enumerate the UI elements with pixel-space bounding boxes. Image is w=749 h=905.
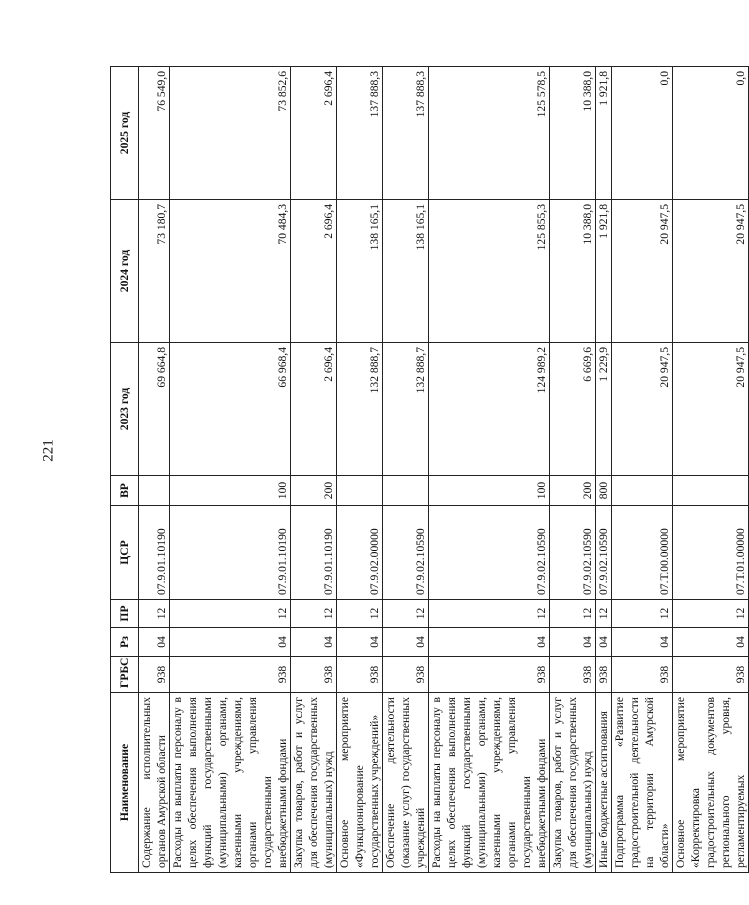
row-csr: 07.9.02.10590 — [550, 506, 596, 600]
table-row — [170, 67, 291, 873]
row-grbs: 938 — [383, 657, 429, 693]
row-2025: 0,0 — [673, 67, 749, 200]
row-csr: 07.9.02.10590 — [596, 506, 612, 600]
row-vr — [673, 476, 749, 506]
row-name: Основное мероприятие «Функционирование государственных учреждений» — [337, 693, 383, 873]
row-2023: 20 947,5 — [612, 343, 673, 476]
row-name: Иные бюджетные ассигнования — [596, 693, 612, 873]
row-2025: 125 578,5 — [429, 67, 550, 200]
row-rz: 04 — [291, 628, 337, 657]
row-2024: 2 696,4 — [291, 200, 337, 343]
table-row — [139, 67, 170, 873]
row-2024: 138 165,1 — [383, 200, 429, 343]
row-pr: 12 — [550, 600, 596, 628]
row-vr: 200 — [550, 476, 596, 506]
row-2024: 73 180,7 — [139, 200, 170, 343]
row-name: Расходы на выплаты персоналу в целях обеспечения выполнения функций государственными (муниципальными) органами, казенными учреждениями, органами управления государственными внебюджетными фондами — [429, 693, 550, 873]
row-vr — [383, 476, 429, 506]
row-2025: 137 888,3 — [337, 67, 383, 200]
row-rz: 04 — [550, 628, 596, 657]
row-pr: 12 — [170, 600, 291, 628]
row-pr: 12 — [139, 600, 170, 628]
budget-table — [110, 66, 749, 873]
row-2025: 1 921,8 — [596, 67, 612, 200]
row-csr: 07.9.02.00000 — [337, 506, 383, 600]
row-csr: 07.9.01.10190 — [170, 506, 291, 600]
row-2024: 20 947,5 — [612, 200, 673, 343]
header-2023: 2023 год — [111, 343, 139, 476]
row-2025: 0,0 — [612, 67, 673, 200]
row-2024: 70 484,3 — [170, 200, 291, 343]
row-2025: 76 549,0 — [139, 67, 170, 200]
header-2024: 2024 год — [111, 200, 139, 343]
row-name: Закупка товаров, работ и услуг для обеспечения государственных (муниципальных) нужд — [550, 693, 596, 873]
row-pr: 12 — [673, 600, 749, 628]
row-csr: 07.Т.01.00000 — [673, 506, 749, 600]
row-grbs: 938 — [429, 657, 550, 693]
row-name: Обеспечение деятельности (оказание услуг) государственных учреждений — [383, 693, 429, 873]
page-number: 221 — [40, 439, 57, 462]
row-rz: 04 — [612, 628, 673, 657]
row-name: Расходы на выплаты персоналу в целях обеспечения выполнения функций государственными (муниципальными) органами, казенными учреждениями, органами управления государственными внебюджетными фондами — [170, 693, 291, 873]
table-row — [612, 67, 673, 873]
row-vr — [337, 476, 383, 506]
row-2025: 137 888,3 — [383, 67, 429, 200]
row-2024: 20 947,5 — [673, 200, 749, 343]
row-2024: 10 388,0 — [550, 200, 596, 343]
row-2025: 2 696,4 — [291, 67, 337, 200]
table-row — [291, 67, 337, 873]
header-pr: ПР — [111, 600, 139, 628]
table-row — [673, 67, 749, 873]
row-2024: 138 165,1 — [337, 200, 383, 343]
row-2025: 73 852,6 — [170, 67, 291, 200]
rotated-page-content — [110, 66, 749, 873]
row-grbs: 938 — [612, 657, 673, 693]
row-pr: 12 — [337, 600, 383, 628]
row-2023: 66 968,4 — [170, 343, 291, 476]
row-name: Основное мероприятие «Корректировка градостроительных документов регионального уровня, регламентируемых — [673, 693, 749, 873]
row-grbs: 938 — [139, 657, 170, 693]
row-grbs: 938 — [673, 657, 749, 693]
row-vr: 800 — [596, 476, 612, 506]
row-vr: 100 — [429, 476, 550, 506]
row-csr: 07.9.01.10190 — [291, 506, 337, 600]
row-pr: 12 — [612, 600, 673, 628]
row-vr: 100 — [170, 476, 291, 506]
row-grbs: 938 — [596, 657, 612, 693]
row-csr: 07.9.02.10590 — [429, 506, 550, 600]
row-grbs: 938 — [170, 657, 291, 693]
row-pr: 12 — [383, 600, 429, 628]
row-2023: 132 888,7 — [383, 343, 429, 476]
row-rz: 04 — [429, 628, 550, 657]
row-2023: 6 669,6 — [550, 343, 596, 476]
row-pr: 12 — [596, 600, 612, 628]
row-grbs: 938 — [291, 657, 337, 693]
row-rz: 04 — [596, 628, 612, 657]
row-csr: 07.9.01.10190 — [139, 506, 170, 600]
row-grbs: 938 — [337, 657, 383, 693]
row-2025: 10 388,0 — [550, 67, 596, 200]
table-row — [550, 67, 596, 873]
table-row — [429, 67, 550, 873]
row-rz: 04 — [139, 628, 170, 657]
row-rz: 04 — [337, 628, 383, 657]
table-row — [383, 67, 429, 873]
row-2023: 20 947,5 — [673, 343, 749, 476]
table-row — [337, 67, 383, 873]
row-rz: 04 — [673, 628, 749, 657]
row-rz: 04 — [170, 628, 291, 657]
row-2023: 69 664,8 — [139, 343, 170, 476]
row-csr: 07.9.02.10590 — [383, 506, 429, 600]
row-name: Подпрограмма «Развитие градостроительной деятельности на территории Амурской области» — [612, 693, 673, 873]
header-name: Наименование — [111, 693, 139, 873]
row-2023: 124 989,2 — [429, 343, 550, 476]
row-pr: 12 — [429, 600, 550, 628]
row-vr — [612, 476, 673, 506]
header-vr: ВР — [111, 476, 139, 506]
row-name: Содержание исполнительных органов Амурской области — [139, 693, 170, 873]
header-csr: ЦСР — [111, 506, 139, 600]
table-row — [596, 67, 612, 873]
row-2024: 1 921,8 — [596, 200, 612, 343]
header-rz: Рз — [111, 628, 139, 657]
row-2024: 125 855,3 — [429, 200, 550, 343]
row-grbs: 938 — [550, 657, 596, 693]
row-pr: 12 — [291, 600, 337, 628]
table-header-row — [111, 67, 139, 873]
row-vr — [139, 476, 170, 506]
row-2023: 1 229,9 — [596, 343, 612, 476]
header-grbs: ГРБС — [111, 657, 139, 693]
row-name: Закупка товаров, работ и услуг для обеспечения государственных (муниципальных) нужд — [291, 693, 337, 873]
row-2023: 2 696,4 — [291, 343, 337, 476]
row-2023: 132 888,7 — [337, 343, 383, 476]
row-csr: 07.Т.00.00000 — [612, 506, 673, 600]
row-rz: 04 — [383, 628, 429, 657]
header-2025: 2025 год — [111, 67, 139, 200]
row-vr: 200 — [291, 476, 337, 506]
